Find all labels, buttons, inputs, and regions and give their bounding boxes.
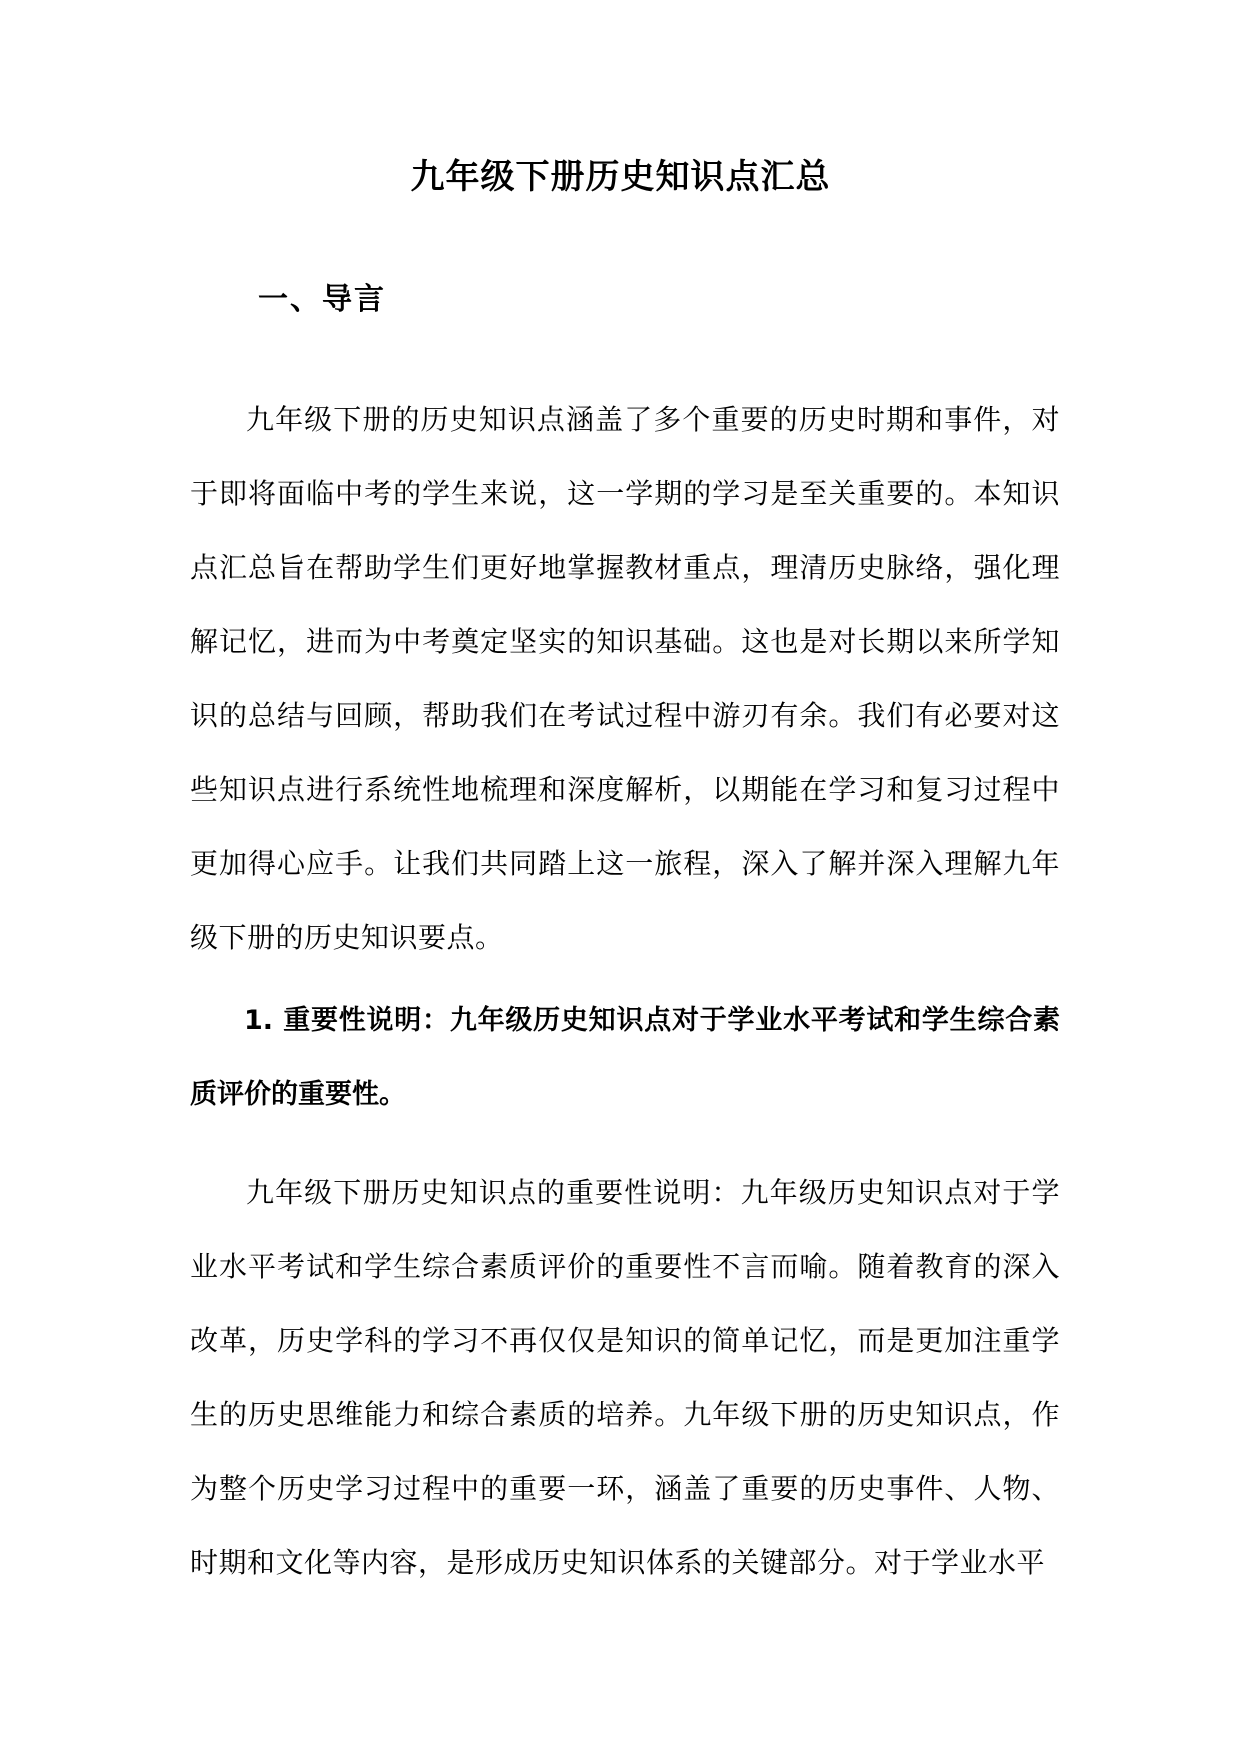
importance-paragraph: 九年级下册历史知识点的重要性说明：九年级历史知识点对于学业水平考试和学生综合素质评价的重要性不言而喻。随着教育的深入改革，历史学科的学习不再仅仅是知识的简单记忆，而是更加注重学生的历史思维能力和综合素质的培养。九年级下册的历史知识点，作为整个历史学习过程中的重要一环，涵盖了重要的历史事件、人物、时期和文化等内容，是形成历史知识体系的关键部分。对于学业水平 (190, 1176, 1060, 1579)
section-heading-introduction: 一、导言 (258, 282, 386, 317)
document-title: 九年级下册历史知识点汇总 (410, 157, 831, 197)
intro-paragraph: 九年级下册的历史知识点涵盖了多个重要的历史时期和事件，对于即将面临中考的学生来说，这一学期的学习是至关重要的。本知识点汇总旨在帮助学生们更好地掌握教材重点，理清历史脉络，强化理解记忆，进而为中考奠定坚实的知识基础。这也是对长期以来所学知识的总结与回顾，帮助我们在考试过程中游刃有余。我们有必要对这些知识点进行系统性地梳理和深度解析，以期能在学习和复习过程中更加得心应手。让我们共同踏上这一旅程，深入了解并深入理解九年级下册的历史知识要点。 (190, 403, 1060, 954)
subheading-importance: 1. 重要性说明：九年级历史知识点对于学业水平考试和学生综合素质评价的重要性。 (190, 1005, 1060, 1110)
